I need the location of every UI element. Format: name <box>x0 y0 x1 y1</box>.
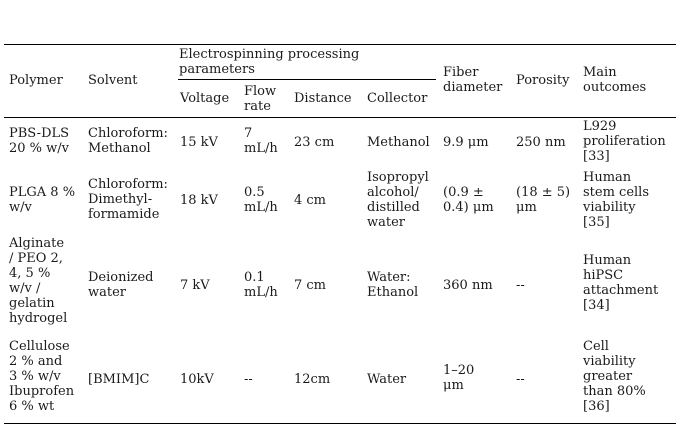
row-3-polymer: Alginate / PEO 2, 4, 5 % w/v / gelatin hydrogel <box>9 236 68 326</box>
table-top-rule <box>4 44 676 45</box>
row-3-collector: Water: Ethanol <box>367 270 419 300</box>
group-header-rule <box>178 79 436 80</box>
row-2-voltage: 18 kV <box>180 193 218 208</box>
row-2-solvent: Chloroform: Dimethyl- formamide <box>88 177 168 222</box>
row-4-polymer: Cellulose 2 % and 3 % w/v Ibuprofen 6 % wt <box>9 339 75 414</box>
row-4-distance: 12cm <box>294 372 331 387</box>
row-1-distance: 23 cm <box>294 135 335 150</box>
row-1-main-outcomes: L929 proliferation [33] <box>583 119 666 164</box>
header-flow-rate: Flow rate <box>244 84 277 114</box>
table-bottom-rule <box>4 423 676 424</box>
row-4-flow-rate: -- <box>244 372 253 387</box>
row-1-fiber-diameter: 9.9 μm <box>443 135 489 150</box>
row-2-flow-rate: 0.5 mL/h <box>244 185 278 215</box>
row-3-porosity: -- <box>516 278 525 293</box>
row-4-porosity: -- <box>516 372 525 387</box>
row-3-main-outcomes: Human hiPSC attachment [34] <box>583 253 659 313</box>
row-2-collector: Isopropyl alcohol/ distilled water <box>367 170 429 230</box>
header-main-outcomes: Main outcomes <box>583 65 647 95</box>
row-1-porosity: 250 nm <box>516 135 566 150</box>
row-2-main-outcomes: Human stem cells viability [35] <box>583 170 650 230</box>
row-3-voltage: 7 kV <box>180 278 210 293</box>
header-distance: Distance <box>294 91 352 106</box>
header-porosity: Porosity <box>516 73 570 88</box>
header-fiber-diameter: Fiber diameter <box>443 65 503 95</box>
row-4-collector: Water <box>367 372 407 387</box>
row-1-voltage: 15 kV <box>180 135 218 150</box>
header-polymer: Polymer <box>9 73 63 88</box>
row-1-collector: Methanol <box>367 135 430 150</box>
row-3-flow-rate: 0.1 mL/h <box>244 270 278 300</box>
row-4-voltage: 10kV <box>180 372 214 387</box>
header-processing-parameters: Electrospinning processing parameters <box>179 47 360 77</box>
header-collector: Collector <box>367 91 428 106</box>
row-2-polymer: PLGA 8 % w/v <box>9 185 76 215</box>
row-1-polymer: PBS-DLS 20 % w/v <box>9 126 70 156</box>
row-2-fiber-diameter: (0.9 ± 0.4) μm <box>443 185 494 215</box>
row-2-porosity: (18 ± 5) μm <box>516 185 571 215</box>
header-solvent: Solvent <box>88 73 138 88</box>
row-1-flow-rate: 7 mL/h <box>244 126 278 156</box>
header-voltage: Voltage <box>180 91 230 106</box>
row-2-distance: 4 cm <box>294 193 327 208</box>
row-3-solvent: Deionized water <box>88 270 154 300</box>
row-4-main-outcomes: Cell viability greater than 80% [36] <box>583 339 646 414</box>
row-4-fiber-diameter: 1–20 μm <box>443 363 475 393</box>
header-bottom-rule <box>4 117 676 118</box>
row-4-solvent: [BMIM]C <box>88 372 150 387</box>
row-3-distance: 7 cm <box>294 278 327 293</box>
row-1-solvent: Chloroform: Methanol <box>88 126 168 156</box>
row-3-fiber-diameter: 360 nm <box>443 278 493 293</box>
